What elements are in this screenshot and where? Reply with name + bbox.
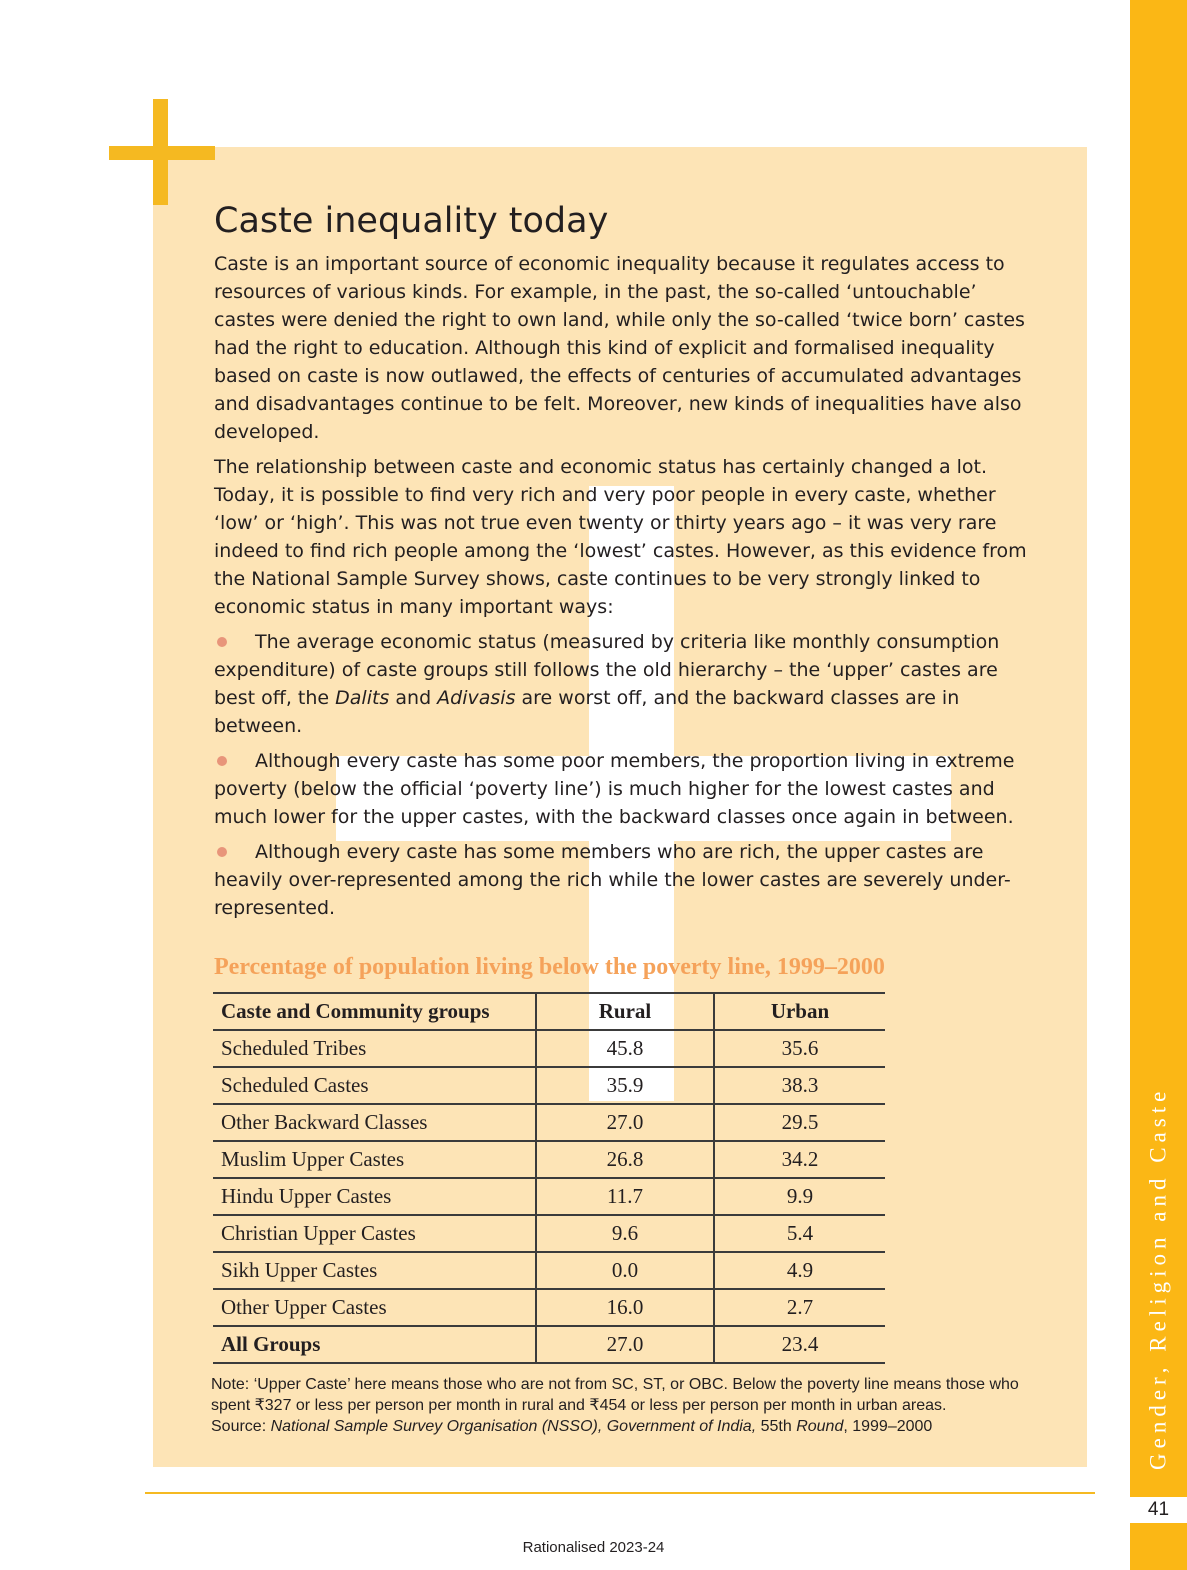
- header-groups: Caste and Community groups: [213, 993, 536, 1030]
- bullet-item-2: Although every caste has some poor members, the proportion living in extreme poverty (below the official ‘poverty line’) is much higher for the lowest castes and much lower for the upper castes, with the backward classes once again in between.: [214, 750, 1015, 828]
- header-rural: Rural: [536, 993, 714, 1030]
- header-urban: Urban: [714, 993, 885, 1030]
- chapter-title: Gender, Religion and Caste: [1145, 1086, 1171, 1470]
- article: [214, 198, 1034, 929]
- table-title: Percentage of population living below the poverty line, 1999–2000: [214, 954, 885, 980]
- bullet-dot-icon: [217, 637, 227, 647]
- table-row: Sikh Upper Castes 0.0 4.9: [213, 1252, 885, 1289]
- bullet-dot-icon: [217, 756, 227, 766]
- table-row: Hindu Upper Castes 11.7 9.9: [213, 1178, 885, 1215]
- bullet-dot-icon: [217, 847, 227, 857]
- table-row: Scheduled Castes 35.9 38.3: [213, 1067, 885, 1104]
- source-line: Source: National Sample Survey Organisation (NSSO), Government of India, 55th Round, 1999–2000: [211, 1418, 933, 1435]
- paragraph-2: The relationship between caste and economic status has certainly changed a lot. Today, it is possible to find very rich and very poor people in every caste, whether ‘low’ or ‘high’. This was not true even twenty or thirty years ago – it was very rare indeed to find rich people among the ‘lowest’ castes. However, as this evidence from the National Sample Survey shows, caste continues to be very strongly linked to economic status in many important ways:: [214, 456, 1027, 618]
- paragraph-1: Caste is an important source of economic inequality because it regulates access to resources of various kinds. For example, in the past, the so-called ‘untouchable’ castes were denied the right to own land, while only the so-called ‘twice born’ castes had the right to education. Although this kind of explicit and formalised inequality based on caste is now outlawed, the effects of centuries of accumulated advantages and disadvantages continue to be felt. Moreover, new kinds of inequalities have also developed.: [214, 253, 1025, 443]
- table-row: Muslim Upper Castes 26.8 34.2: [213, 1141, 885, 1178]
- footer-note: Rationalised 2023-24: [522, 1539, 665, 1556]
- plus-ornament-horizontal: [109, 146, 215, 160]
- table-note: [211, 1374, 1031, 1437]
- table-total-row: All Groups 27.0 23.4: [213, 1326, 885, 1363]
- bottom-divider: [145, 1492, 1095, 1494]
- table-row: Christian Upper Castes 9.6 5.4: [213, 1215, 885, 1252]
- table-header-row: [213, 993, 885, 1030]
- section-title: Caste inequality today: [214, 201, 609, 241]
- bullet-item-3: Although every caste has some members who are rich, the upper castes are heavily over-represented among the rich while the lower castes are severely under-represented.: [214, 841, 1011, 919]
- bullet-item-1: The average economic status (measured by criteria like monthly consumption expenditure) of caste groups still follows the old hierarchy – the ‘upper’ castes are best off, the Dalits and Adivasis are worst off, and the backward classes are in between.: [214, 631, 1000, 737]
- table-row: Other Backward Classes 27.0 29.5: [213, 1104, 885, 1141]
- note-text: Note: ‘Upper Caste’ here means those who are not from SC, ST, or OBC. Below the poverty line means those who spent ₹327 or less per person per month in rural and ₹454 or less per person per month in urban areas.: [211, 1376, 1019, 1414]
- poverty-table: [213, 992, 885, 1364]
- table-row: Other Upper Castes 16.0 2.7: [213, 1289, 885, 1326]
- table-row: Scheduled Tribes 45.8 35.6: [213, 1030, 885, 1067]
- page-number: 41: [1147, 1499, 1170, 1520]
